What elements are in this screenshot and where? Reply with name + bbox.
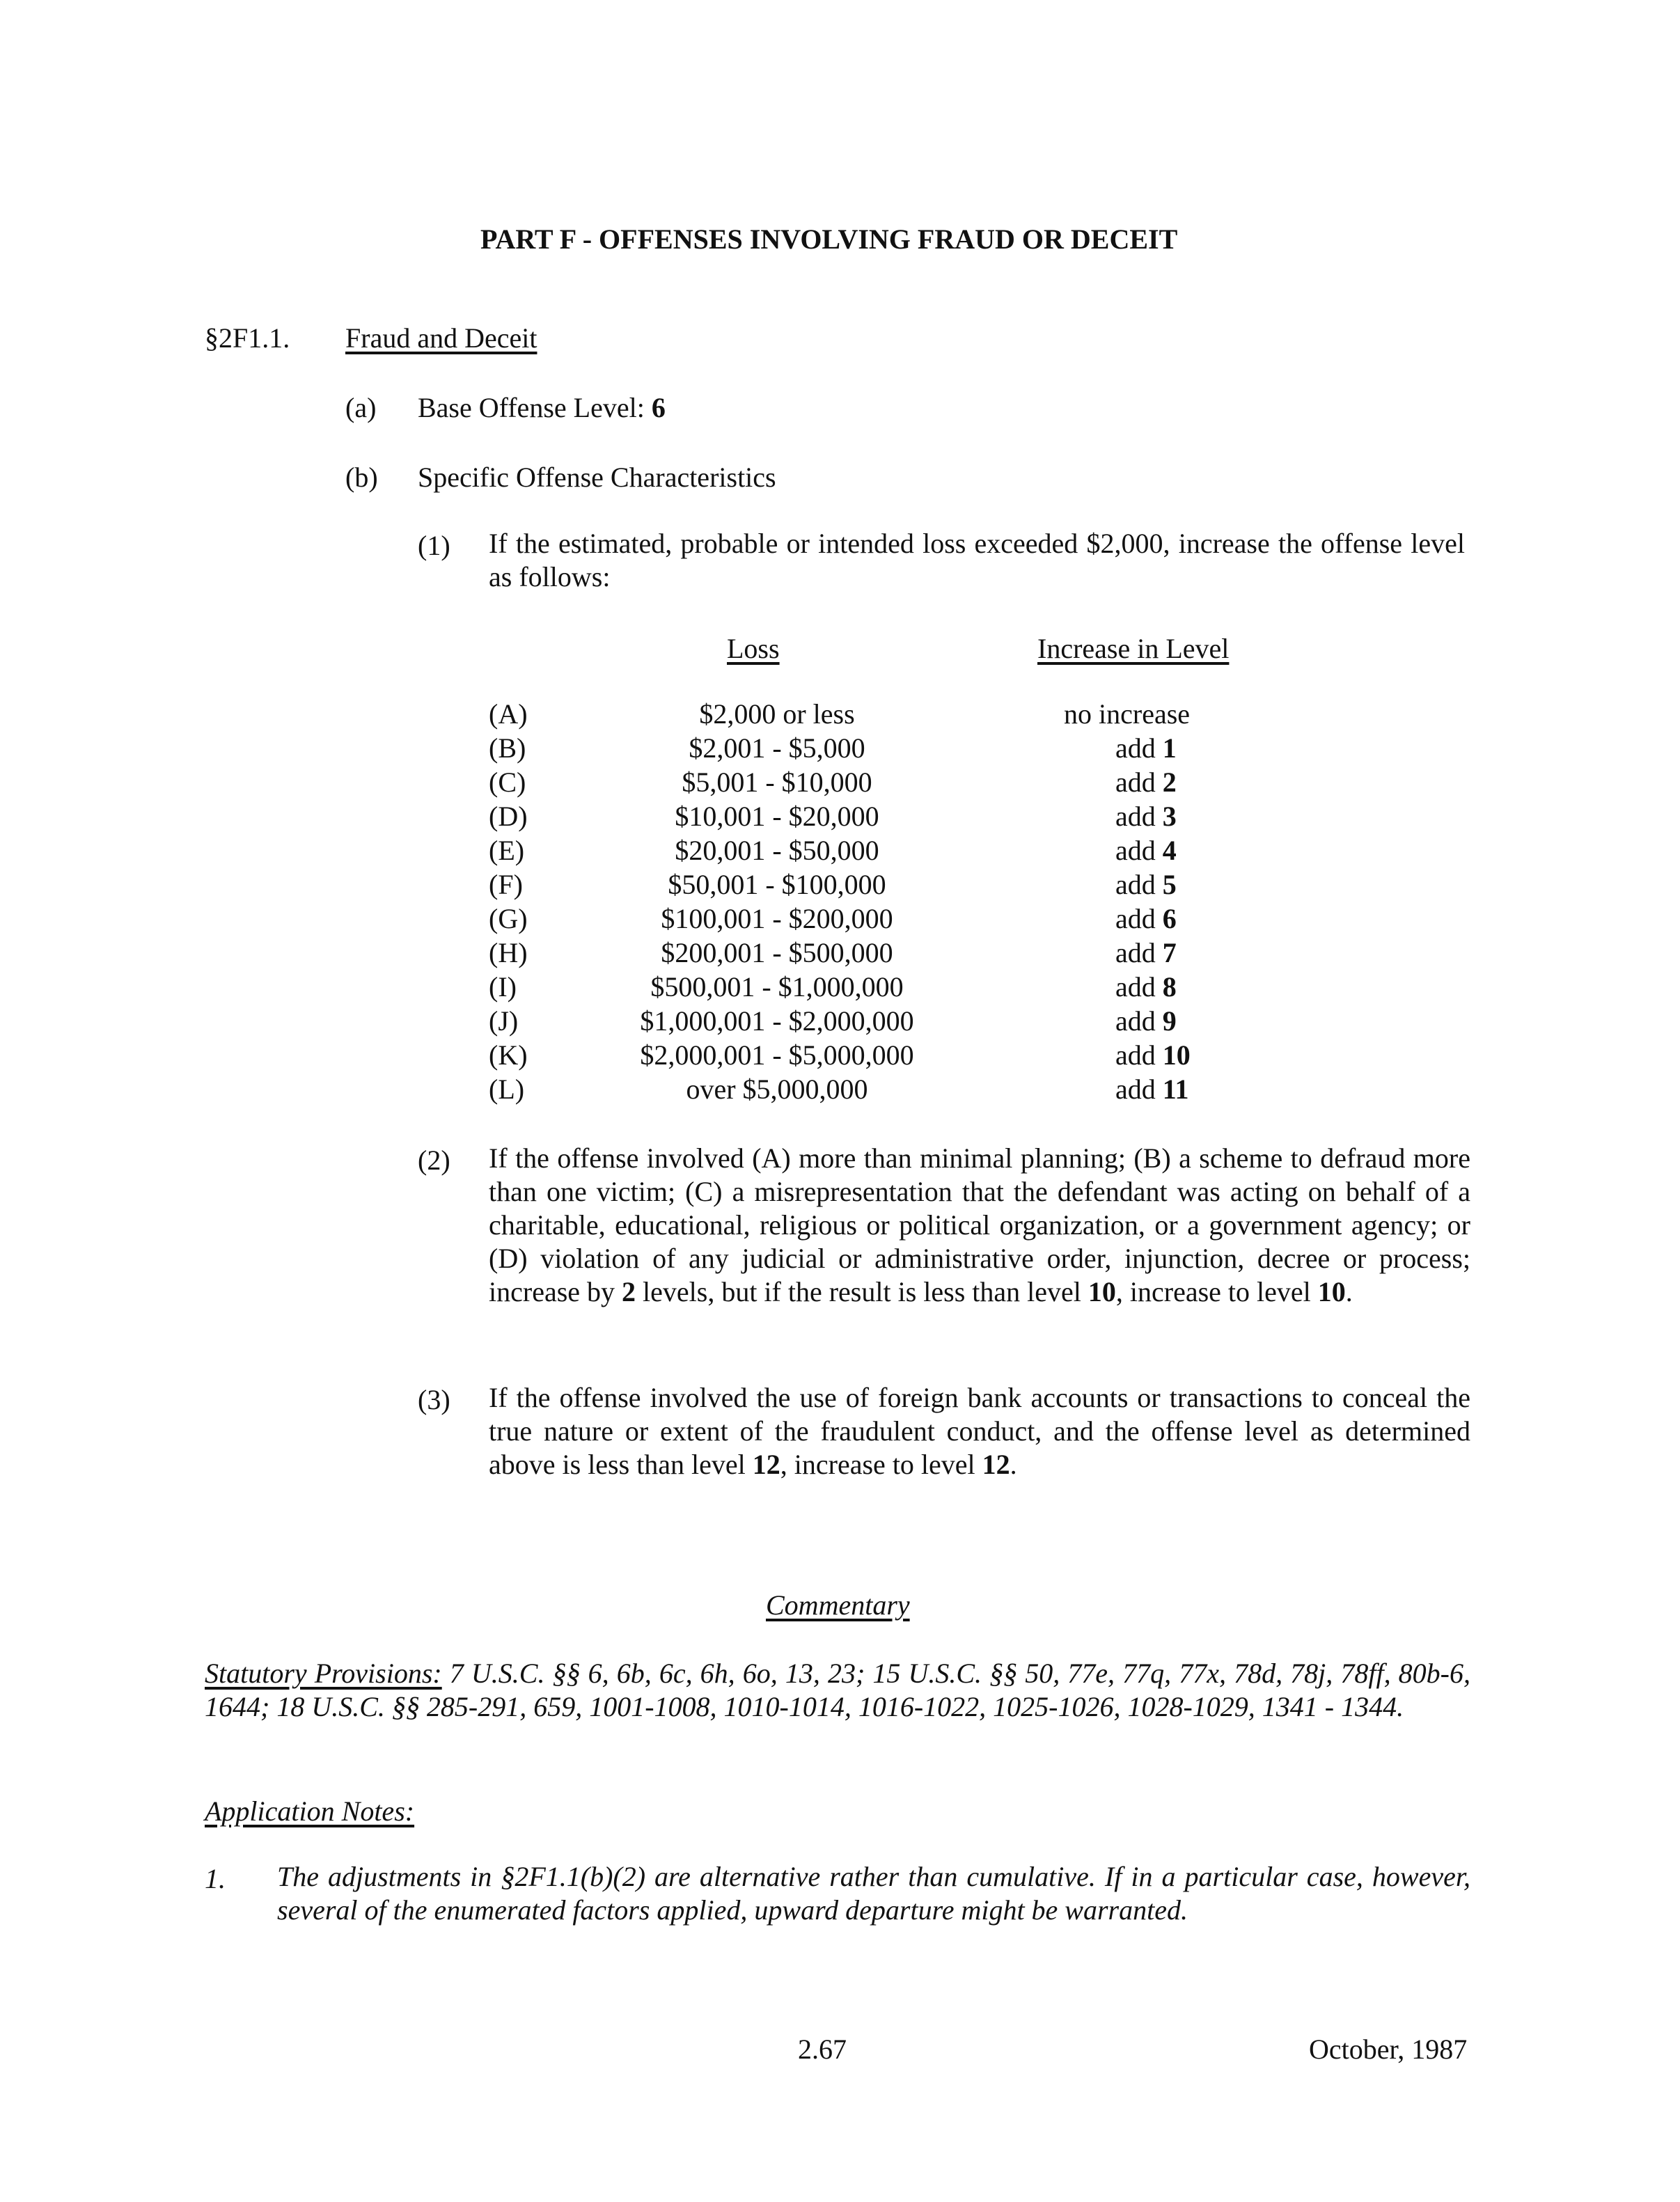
loss-row-increase: [1115, 800, 1177, 833]
loss-table-row: [0, 1073, 1189, 1106]
loss-row-increase: [1115, 902, 1177, 936]
base-offense-level: 6: [651, 392, 666, 423]
loss-row-increase: [1115, 970, 1177, 1004]
loss-table-row: [0, 766, 1177, 799]
loss-table-row: [0, 868, 1177, 902]
footer-date: October, 1987: [1309, 2034, 1468, 2065]
loss-table-row: [0, 698, 1191, 731]
item2-text-part: If the offense involved (A) more than minimal planning; (B) a scheme to defraud more than one victim; (C) a misrepresentation that the defendant was acting on behalf of a charitable, educational, religious or political organization, or a government agency; or (D) violation of any judicial or administrative order, injunction, decree or process; increase by: [489, 1142, 1470, 1307]
subsection-b-text: Specific Offense Characteristics: [418, 462, 776, 493]
increase-prefix: add: [1115, 801, 1163, 832]
loss-row-letter: (K): [489, 1039, 528, 1071]
loss-row-letter: (A): [489, 698, 528, 730]
item2-text-part: .: [1345, 1276, 1353, 1307]
loss-row-increase: [1115, 834, 1177, 867]
increase-column-header: Increase in Level: [1037, 633, 1230, 664]
increase-prefix: add: [1115, 1074, 1163, 1105]
item2-min-level: 10: [1088, 1276, 1116, 1307]
loss-row-amount: $1,000,001 - $2,000,000: [640, 1005, 914, 1037]
loss-row-letter: (E): [489, 835, 525, 866]
increase-amount: 7: [1162, 937, 1177, 968]
loss-row-letter: (I): [489, 971, 517, 1002]
loss-row-amount: $2,001 - $5,000: [689, 732, 865, 764]
loss-row-letter: (F): [489, 869, 523, 900]
loss-row-increase: [1115, 766, 1177, 799]
loss-row-amount: $500,001 - $1,000,000: [650, 971, 904, 1002]
loss-row-letter: (D): [489, 801, 528, 832]
loss-row-increase: [1115, 1005, 1177, 1038]
loss-row-amount: $100,001 - $200,000: [661, 903, 893, 934]
loss-row-amount: $2,000 or less: [699, 698, 855, 730]
increase-amount: 11: [1162, 1074, 1189, 1105]
commentary-heading: Commentary: [766, 1589, 910, 1621]
increase-amount: 10: [1162, 1039, 1191, 1071]
loss-row-increase: [1115, 732, 1177, 765]
loss-row-letter: (G): [489, 903, 528, 934]
increase-amount: 4: [1162, 835, 1177, 866]
increase-prefix: add: [1115, 903, 1163, 934]
increase-amount: 8: [1162, 971, 1177, 1002]
loss-table-row: [0, 936, 1177, 970]
increase-prefix: add: [1115, 937, 1163, 968]
subsection-b-marker: (b): [345, 462, 378, 493]
loss-table-row: [0, 800, 1177, 833]
increase-amount: 1: [1162, 732, 1177, 764]
item3-min-level: 12: [752, 1449, 780, 1480]
statutory-provisions-text: 7 U.S.C. §§ 6, 6b, 6c, 6h, 6o, 13, 23; 15 U.S.C. §§ 50, 77e, 77q, 77x, 78d, 78j, 78ff, 80b-6, 1644; 18 U.S.C. §§ 285-291, 659, 1001-1008, 1010-1014, 1016-1022, 1025-1026, 1028-1029, 1341 - 1344.: [205, 1658, 1471, 1722]
section-number: §2F1.1.: [205, 322, 290, 354]
note1-text: The adjustments in §2F1.1(b)(2) are alternative rather than cumulative. If in a particular case, however, several of the enumerated factors applied, upward departure might be warranted.: [277, 1861, 1470, 1926]
increase-prefix: add: [1115, 766, 1163, 798]
increase-prefix: no increase: [1064, 698, 1191, 730]
item3-text-part: If the offense involved the use of foreign bank accounts or transactions to conceal the true nature or extent of the fraudulent conduct, and the offense level as determined above is less than level: [489, 1382, 1470, 1480]
base-offense-label: Base Offense Level:: [418, 392, 652, 423]
increase-prefix: add: [1115, 732, 1163, 764]
item2-text: [489, 1142, 1470, 1309]
part-title: PART F - OFFENSES INVOLVING FRAUD OR DECEIT: [480, 223, 1178, 255]
item3-text-part: , increase to level: [780, 1449, 982, 1480]
statutory-provisions-label: Statutory Provisions:: [205, 1658, 442, 1689]
increase-amount: 5: [1162, 869, 1177, 900]
loss-row-letter: (L): [489, 1074, 525, 1105]
increase-amount: 9: [1162, 1005, 1177, 1037]
loss-table-row: [0, 834, 1177, 867]
loss-row-increase: [1115, 1039, 1191, 1072]
loss-column-header: Loss: [727, 633, 780, 664]
subsection-a-marker: (a): [345, 392, 377, 423]
increase-prefix: add: [1115, 869, 1163, 900]
loss-table-row: [0, 1039, 1191, 1072]
page-number: 2.67: [798, 2034, 847, 2065]
increase-amount: 3: [1162, 801, 1177, 832]
item1-text: If the estimated, probable or intended loss exceeded $2,000, increase the offense level as follows:: [489, 528, 1465, 592]
loss-row-amount: $5,001 - $10,000: [682, 766, 872, 798]
item2-marker: (2): [418, 1145, 450, 1176]
loss-row-amount: $50,001 - $100,000: [668, 869, 886, 900]
loss-row-increase: [1064, 698, 1190, 731]
item3-text: [489, 1381, 1470, 1481]
loss-row-amount: $200,001 - $500,000: [661, 937, 893, 968]
loss-table-row: [0, 1005, 1177, 1038]
loss-row-letter: (H): [489, 937, 528, 968]
item3-marker: (3): [418, 1384, 450, 1415]
item3-text-part: .: [1010, 1449, 1017, 1480]
loss-row-letter: (B): [489, 732, 526, 764]
increase-prefix: add: [1115, 971, 1163, 1002]
increase-prefix: add: [1115, 1005, 1163, 1037]
loss-row-amount: over $5,000,000: [686, 1074, 868, 1105]
item3-target-level: 12: [982, 1449, 1010, 1480]
item2-levels-value: 2: [622, 1276, 636, 1307]
loss-row-increase: [1115, 1073, 1189, 1106]
loss-row-amount: $10,001 - $20,000: [675, 801, 879, 832]
loss-row-letter: (C): [489, 766, 526, 798]
loss-row-increase: [1115, 868, 1177, 902]
loss-table-row: [0, 902, 1177, 936]
loss-row-increase: [1115, 936, 1177, 970]
item1-marker: (1): [418, 530, 450, 561]
loss-row-letter: (J): [489, 1005, 519, 1037]
item2-text-part: levels, but if the result is less than level: [636, 1276, 1088, 1307]
loss-row-amount: $2,000,001 - $5,000,000: [640, 1039, 914, 1071]
item2-text-part: , increase to level: [1115, 1276, 1318, 1307]
statutory-provisions: [205, 1657, 1470, 1724]
item2-target-level: 10: [1317, 1276, 1346, 1307]
loss-table-row: [0, 732, 1177, 765]
section-title: Fraud and Deceit: [345, 322, 537, 354]
increase-amount: 2: [1162, 766, 1177, 798]
loss-table-row: [0, 970, 1177, 1004]
increase-prefix: add: [1115, 835, 1163, 866]
increase-amount: 6: [1162, 903, 1177, 934]
increase-prefix: add: [1115, 1039, 1163, 1071]
application-notes-heading: Application Notes:: [205, 1795, 415, 1827]
note1-marker: 1.: [205, 1863, 226, 1894]
loss-row-amount: $20,001 - $50,000: [675, 835, 879, 866]
